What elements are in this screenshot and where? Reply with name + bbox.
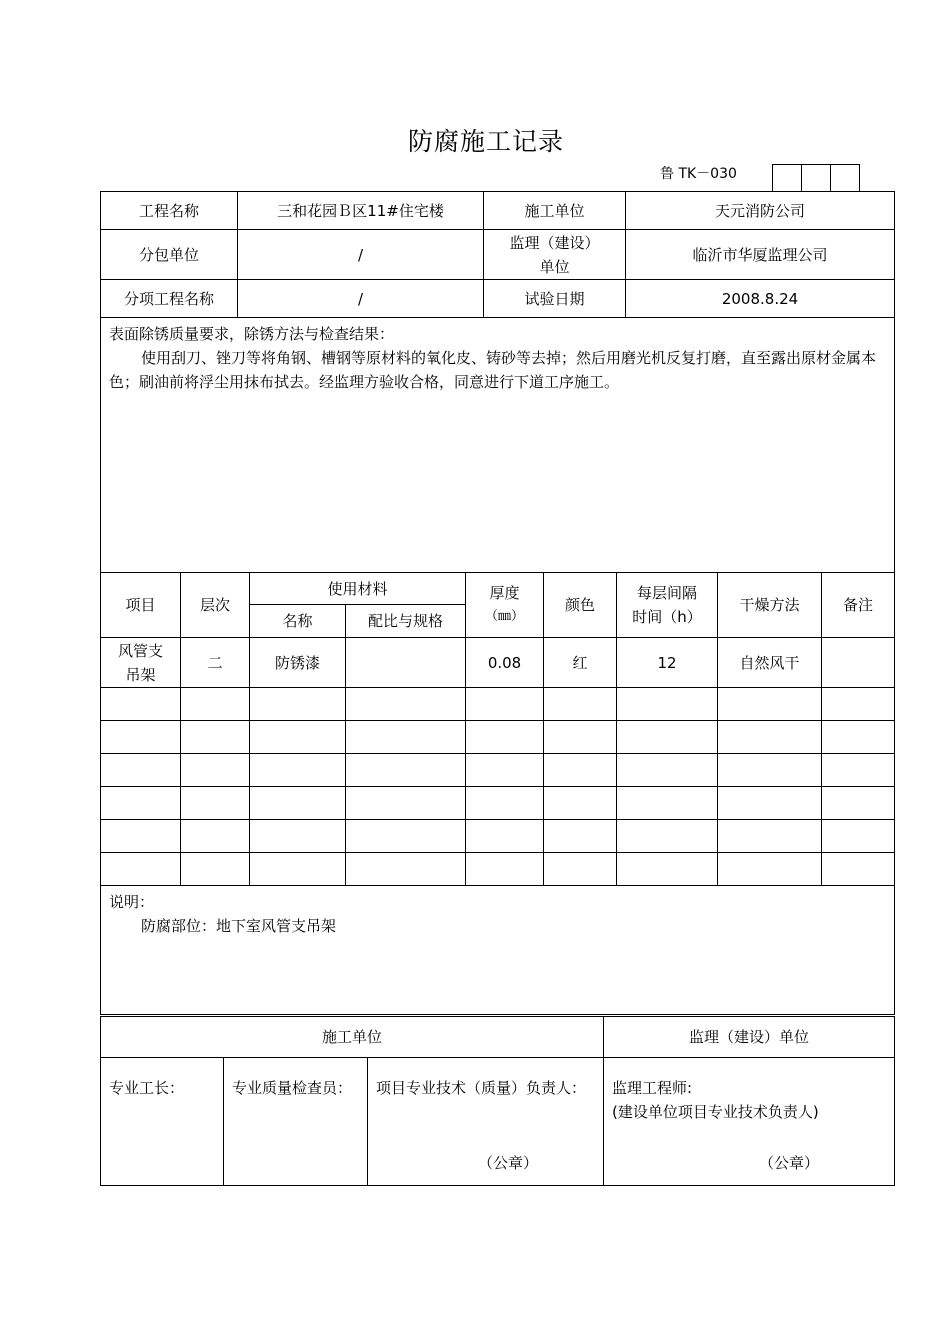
- subitem: /: [238, 280, 484, 318]
- col-layer: 层次: [181, 573, 250, 638]
- col-name: 名称: [250, 605, 346, 638]
- quality-inspector-label: 专业质量检查员：: [232, 1079, 353, 1097]
- cell-item-line2: 吊架: [125, 665, 156, 684]
- cell-ratio: [346, 638, 466, 688]
- cell-layer: 二: [181, 638, 250, 688]
- foreman-label: 专业工长：: [109, 1079, 185, 1097]
- seal-supervisor: （公章）: [759, 1154, 820, 1172]
- signature-table: [100, 1016, 895, 1186]
- col-interval-line2: 时间（h）: [632, 608, 702, 626]
- table-row: [101, 688, 895, 721]
- project-name: 三和花园Ｂ区11#住宅楼: [238, 192, 484, 230]
- subcontractor-label: 分包单位: [101, 230, 238, 280]
- col-interval-line1: 每层间隔: [637, 584, 698, 602]
- engineer-cell: [604, 1058, 895, 1186]
- cell-name: 防锈漆: [250, 638, 346, 688]
- tech-lead-cell: [368, 1058, 604, 1186]
- quality-inspector-cell: [224, 1058, 368, 1186]
- supervisor-label-line1: 监理（建设）: [509, 233, 600, 252]
- engineer-sub-label: (建设单位项目专业技术负责人): [612, 1103, 819, 1121]
- test-date-label: 试验日期: [484, 280, 626, 318]
- cell-item: [101, 638, 181, 688]
- supervisor-label-line2: 单位: [539, 257, 570, 276]
- table-row: [101, 754, 895, 787]
- col-interval: [617, 573, 718, 638]
- cell-remark: [822, 638, 895, 688]
- table-row: [101, 787, 895, 820]
- table-row: [101, 820, 895, 853]
- contractor-unit: 施工单位: [101, 1017, 604, 1058]
- contractor-label: 施工单位: [484, 192, 626, 230]
- col-ratio: 配比与规格: [346, 605, 466, 638]
- code-box: [772, 164, 802, 192]
- notes-text: 防腐部位：地下室风管支吊架: [141, 917, 337, 935]
- cell-thickness: 0.08: [466, 638, 544, 688]
- page-title: 防腐施工记录: [407, 127, 564, 156]
- code-boxes: [773, 164, 860, 192]
- seal-contractor: （公章）: [478, 1154, 539, 1172]
- col-drying: 干燥方法: [718, 573, 822, 638]
- table-row: [101, 853, 895, 886]
- header-table: [100, 191, 895, 573]
- col-remark: 备注: [822, 573, 895, 638]
- contractor: 天元消防公司: [626, 192, 895, 230]
- surface-section: [101, 318, 895, 573]
- table-row: [101, 721, 895, 754]
- code-box: [801, 164, 831, 192]
- col-thickness: [466, 573, 544, 638]
- cell-interval: 12: [617, 638, 718, 688]
- notes-section: [101, 886, 895, 1015]
- col-thickness-line1: 厚度: [489, 584, 520, 602]
- tech-lead-label: 项目专业技术（质量）负责人：: [376, 1079, 587, 1097]
- col-material: 使用材料: [250, 573, 466, 605]
- project-name-label: 工程名称: [101, 192, 238, 230]
- cell-drying: 自然风干: [718, 638, 822, 688]
- cell-item-line1: 风管支: [117, 641, 163, 660]
- surface-text: 使用刮刀、锉刀等将角钢、槽钢等原材料的氧化皮、铸砂等去掉；然后用磨光机反复打磨，直至露出原材金属本色；刷油前将浮尘用抹布拭去。经监理方验收合格，同意进行下道工序施工。: [109, 349, 877, 391]
- col-item: 项目: [101, 573, 181, 638]
- surface-heading: 表面除锈质量要求，除锈方法与检查结果：: [109, 325, 395, 343]
- engineer-label: 监理工程师:: [612, 1079, 693, 1097]
- supervisor: 临沂市华厦监理公司: [626, 230, 895, 280]
- table-row: [101, 638, 895, 688]
- col-color: 颜色: [544, 573, 617, 638]
- subcontractor: /: [238, 230, 484, 280]
- notes-heading: 说明：: [109, 893, 155, 911]
- col-thickness-line2: （㎜）: [485, 609, 525, 624]
- materials-table: [100, 572, 895, 1015]
- subitem-label: 分项工程名称: [101, 280, 238, 318]
- supervisor-label: [484, 230, 626, 280]
- test-date: 2008.8.24: [626, 280, 895, 318]
- code-box: [830, 164, 860, 192]
- form-code: 鲁 TK－030: [660, 166, 737, 182]
- cell-color: 红: [544, 638, 617, 688]
- supervisor-unit: 监理（建设）单位: [604, 1017, 895, 1058]
- foreman-cell: [101, 1058, 224, 1186]
